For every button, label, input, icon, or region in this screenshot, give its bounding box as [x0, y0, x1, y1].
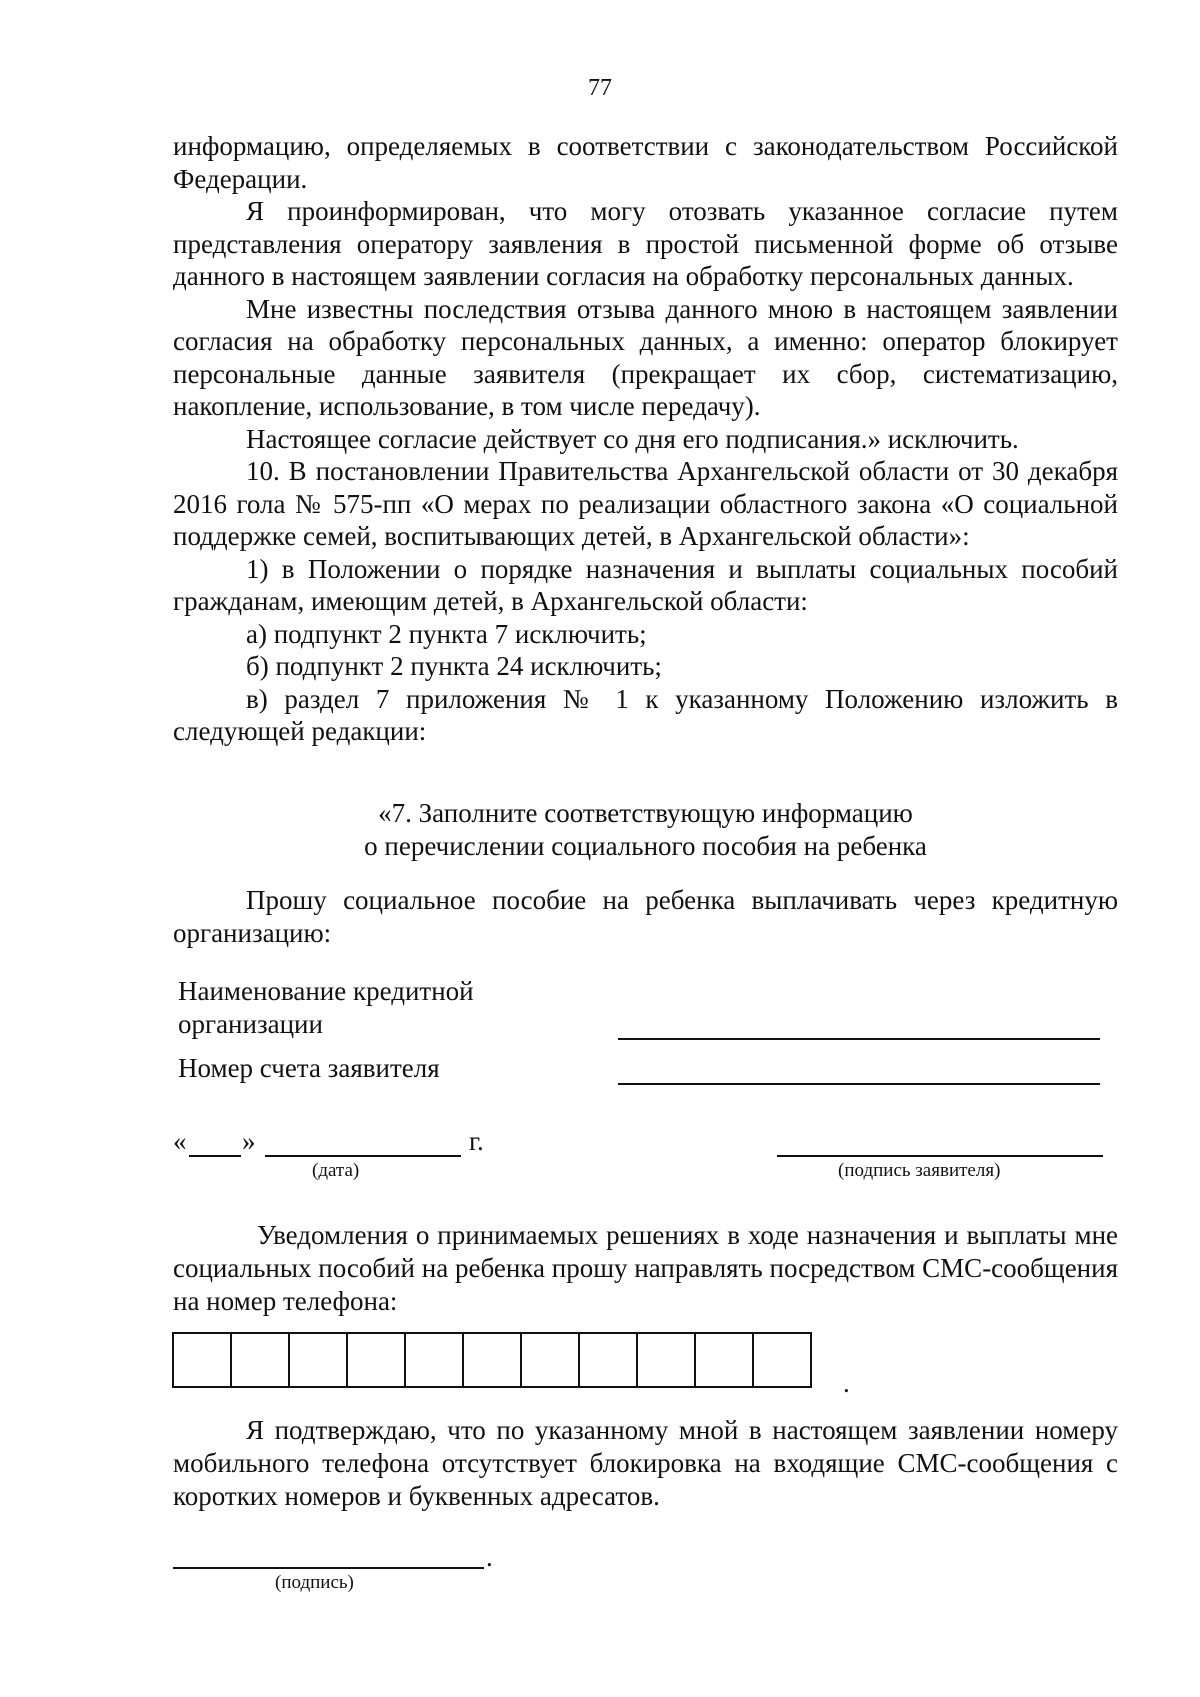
phone-digit-cell[interactable] [232, 1332, 290, 1388]
final-signature-field[interactable] [173, 1567, 484, 1569]
section-title-line-2: о перечислении социального пособия на ребенка [364, 831, 927, 861]
account-number-label: Номер счета заявителя [178, 1053, 440, 1083]
phone-digit-cell[interactable] [580, 1332, 638, 1388]
phone-digit-cell[interactable] [696, 1332, 754, 1388]
paragraph-continuation: информацию, определяемых в соответствии с законодательством Российской Федерации. [173, 131, 1118, 194]
paragraph-subitem-v: в) раздел 7 приложения № 1 к указанному Положению изложить в следующей редакции: [173, 683, 1118, 746]
phone-digit-cell[interactable] [290, 1332, 348, 1388]
bank-name-label-line-1: Наименование кредитной [178, 976, 474, 1006]
date-month-year-field[interactable] [265, 1155, 461, 1157]
paragraph-withdrawal: Я проинформирован, что могу отозвать указанное согласие путем представления оператору заявления в простой письменной форме об отзыве данного в настоящем заявлении согласия на обработку персональных данных. [173, 196, 1118, 291]
applicant-signature-caption: (подпись заявителя) [838, 1160, 1001, 1181]
phone-digit-cell[interactable] [406, 1332, 464, 1388]
phone-digit-cell[interactable] [754, 1332, 812, 1388]
phone-digit-cell[interactable] [464, 1332, 522, 1388]
page-number: 77 [588, 75, 612, 101]
account-number-field[interactable] [618, 1083, 1100, 1085]
body-text [173, 130, 1118, 748]
phone-digit-cell[interactable] [174, 1332, 232, 1388]
paragraph-consequences: Мне известны последствия отзыва данного мною в настоящем заявлении согласия на обработку персональных данных, а именно: оператор блокирует персональные данные заявителя (прекращает их сбор, систематизацию, накопление, использование, в том числе передачу). [173, 293, 1118, 421]
section-title [173, 797, 1118, 863]
section-title-line-1: «7. Заполните соответствующую информацию [378, 798, 913, 828]
phone-number-grid [172, 1332, 812, 1388]
bank-name-label-line-2: организации [178, 1009, 323, 1039]
bank-name-field[interactable] [618, 1038, 1100, 1040]
phone-digit-cell[interactable] [348, 1332, 406, 1388]
phone-digit-cell[interactable] [638, 1332, 696, 1388]
date-caption: (дата) [312, 1160, 360, 1181]
paragraph-validity: Настоящее согласие действует со дня его подписания.» исключить. [246, 423, 1019, 454]
paragraph-subitem-1: 1) в Положении о порядке назначения и выплаты социальных пособий гражданам, имеющим детей, в Архангельской области: [173, 553, 1118, 616]
paragraph-subitem-a: а) подпункт 2 пункта 7 исключить; [246, 618, 647, 649]
paragraph-item-10: 10. В постановлении Правительства Архангельской области от 30 декабря 2016 гола № 575-пп «О мерах по реализации областного закона «О социальной поддержке семей, воспитывающих детей, в Архангельской области»: [173, 456, 1118, 551]
request-paragraph: Прошу социальное пособие на ребенка выплачивать через кредитную организацию: [173, 885, 1118, 948]
date-year-suffix: г. [469, 1126, 484, 1156]
final-signature-caption: (подпись) [275, 1572, 354, 1593]
confirmation-paragraph: Я подтверждаю, что по указанному мной в настоящем заявлении номеру мобильного телефона отсутствует блокировка на входящие СМС-сообщения с коротких номеров и буквенных адресатов. [173, 1415, 1118, 1511]
sms-notification-paragraph: Уведомления о принимаемых решениях в ходе назначения и выплаты мне социальных пособий на ребенка прошу направлять посредством СМС-сообщения на номер телефона: [173, 1220, 1118, 1316]
date-day-field[interactable] [189, 1155, 241, 1157]
paragraph-subitem-b: б) подпункт 2 пункта 24 исключить; [246, 651, 662, 681]
date-close-quote: » [242, 1126, 256, 1156]
final-signature-period: . [486, 1542, 493, 1572]
phone-digit-cell[interactable] [522, 1332, 580, 1388]
date-open-quote: « [173, 1126, 187, 1156]
phone-trailing-period: . [843, 1368, 850, 1398]
applicant-signature-field[interactable] [777, 1155, 1103, 1157]
